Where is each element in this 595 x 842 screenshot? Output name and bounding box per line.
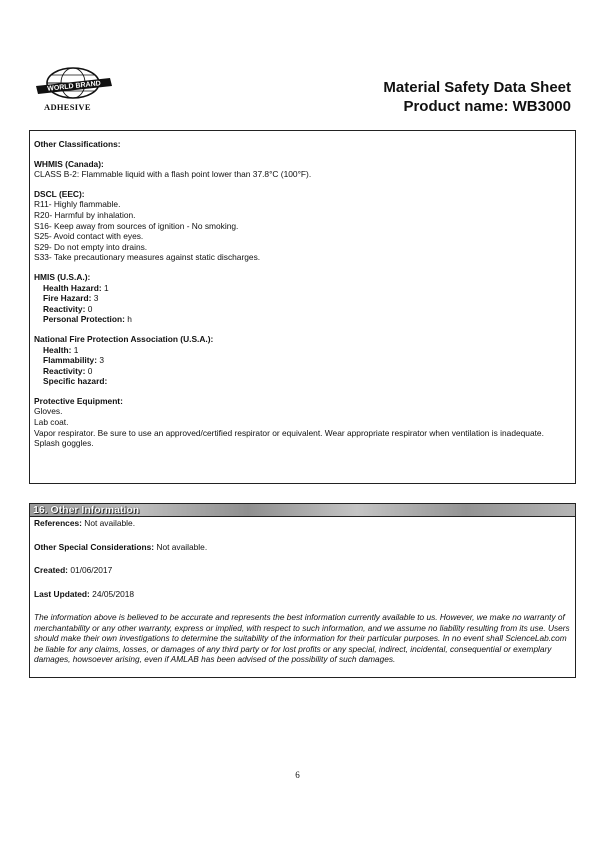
hmis-health: Health Hazard: 1 <box>43 282 109 293</box>
globe-logo-icon <box>28 66 118 102</box>
protective-item: Lab coat. <box>34 417 69 428</box>
protective-item: Gloves. <box>34 406 63 417</box>
protective-item: Vapor respirator. Be sure to use an approved/certified respirator or equivalent. Wear appropriate respirator when ventilation is inadequate. <box>34 427 544 438</box>
product-name: Product name: WB3000 <box>403 98 571 115</box>
nfpa-specific: Specific hazard: <box>43 376 108 387</box>
hmis-reactivity: Reactivity: 0 <box>43 303 93 314</box>
nfpa-flammability: Flammability: 3 <box>43 355 104 366</box>
dscl-item: S33- Take precautionary measures against static discharges. <box>34 252 261 263</box>
dscl-item: S29- Do not empty into drains. <box>34 241 148 252</box>
nfpa-reactivity: Reactivity: 0 <box>43 365 93 376</box>
special-considerations-line: Other Special Considerations: Not available. <box>34 541 208 552</box>
dscl-item: S16- Keep away from sources of ignition - No smoking. <box>34 220 239 231</box>
other-classifications-heading: Other Classifications: <box>34 139 121 149</box>
protective-item: Splash goggles. <box>34 438 94 449</box>
svg-text:WORLD BRAND: WORLD BRAND <box>46 80 102 93</box>
page-number: 6 <box>295 770 300 780</box>
nfpa-health: Health: 1 <box>43 344 79 355</box>
protective-heading: Protective Equipment: <box>34 395 123 406</box>
dscl-item: S25- Avoid contact with eyes. <box>34 231 144 242</box>
hmis-fire: Fire Hazard: 3 <box>43 293 99 304</box>
brand-subtitle: ADHESIVE <box>44 102 91 112</box>
dscl-heading: DSCL (EEC): <box>34 188 85 199</box>
dscl-item: R20- Harmful by inhalation. <box>34 209 136 220</box>
references-line: References: Not available. <box>34 518 136 528</box>
section-16-title: 16. Other Information <box>33 504 140 516</box>
document-title-block <box>383 78 571 116</box>
hmis-protection: Personal Protection: h <box>43 314 132 325</box>
regulatory-info-box <box>29 130 576 484</box>
dscl-item: R11- Highly flammable. <box>34 199 121 210</box>
created-line: Created: 01/06/2017 <box>34 565 113 576</box>
section-16-header <box>29 503 576 517</box>
document-title: Material Safety Data Sheet <box>383 79 571 96</box>
last-updated-line: Last Updated: 24/05/2018 <box>34 588 135 599</box>
other-information-box <box>29 517 576 678</box>
whmis-text: CLASS B-2: Flammable liquid with a flash point lower than 37.8°C (100°F). <box>34 169 312 180</box>
disclaimer-text: The information above is believed to be accurate and represents the best information currently available to us. However, we make no warranty of merchantability or any other warranty, express or implied, with respect to such information, and we assume no liability resulting from its use. Users should make their own investigations to determine the suitability of the information for their particular purposes. In no event shall ScienceLab.com be liable for any claims, losses, or damages of any third party or for lost profits or any special, indirect, incidental, consequential or exemplary damages, howsoever arising, even if AMLAB has been advised of the possibility of such damages. <box>34 612 570 665</box>
hmis-heading: HMIS (U.S.A.): <box>34 271 91 282</box>
whmis-heading: WHMIS (Canada): <box>34 158 104 169</box>
nfpa-heading: National Fire Protection Association (U.S.A.): <box>34 333 214 344</box>
